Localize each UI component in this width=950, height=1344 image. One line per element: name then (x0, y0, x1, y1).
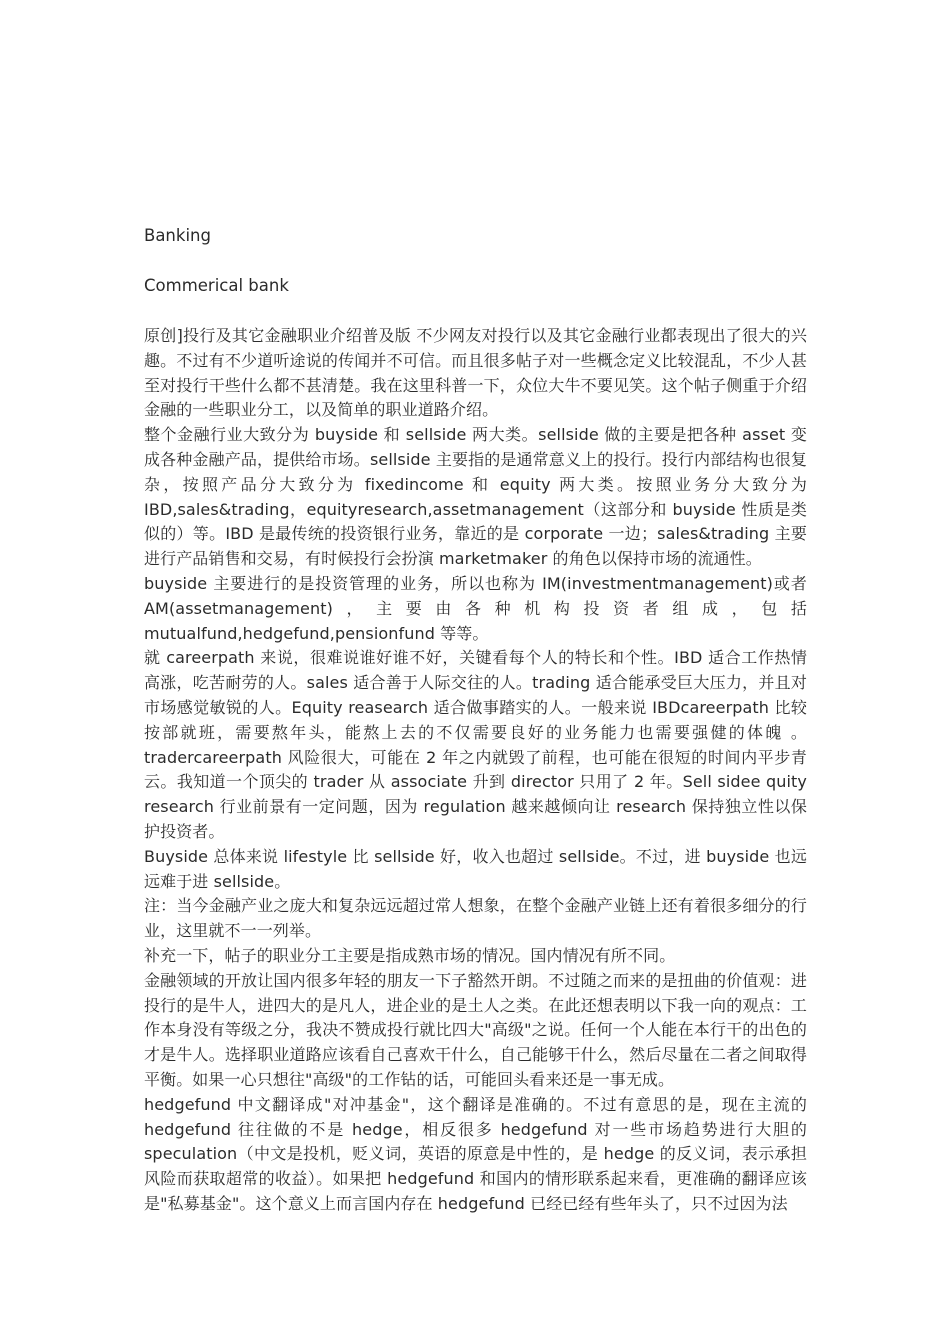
paragraph-hedgefund: hedgefund 中文翻译成"对冲基金"，这个翻译是准确的。不过有意思的是，现在主流的 hedgefund 往往做的不是 hedge，相反很多 hedgefund 对一些市场趋势进行大胆的 speculation（中文是投机，贬义词，英语的原意是中性的，是 hedge 的反义词，表示承担风险而获取超常的收益）。如果把 hedgefund 和国内的情形联系起来看，更准确的翻译应该是"私募基金"。这个意义上而言国内存在 hedgefund 已经已经有些年头了，只不过因为法 (144, 1094, 807, 1213)
paragraph-buyside-sellside: 整个金融行业大致分为 buyside 和 sellside 两大类。sellside 做的主要是把各种 asset 变成各种金融产品，提供给市场。sellside 主要指的是通常意义上的投行。投行内部结构也很复杂，按照产品分大致分为 fixedincome 和 equity 两大类。按照业务分大致分为 IBD,sales&trading，equityresearch,assetmanagement（这部分和 buyside 性质是类似的）等。IBD 是最传统的投资银行业务，靠近的是 corporate 一边；sales&trading 主要进行产品销售和交易，有时候投行会扮演 marketmaker 的角色以保持市场的流通性。 (144, 425, 807, 569)
paragraph-buyside: buyside 主要进行的是投资管理的业务，所以也称为 IM(investmentmanagement)或者 AM(assetmanagement)，主要由各种机构投资者组成，包括 mutualfund,hedgefund,pensionfund 等等。 (144, 573, 807, 643)
paragraph-buyside-lifestyle: Buyside 总体来说 lifestyle 比 sellside 好，收入也超过 sellside。不过，进 buyside 也远远难于进 sellside。 (144, 846, 807, 891)
paragraph-careerpath: 就 careerpath 来说，很难说谁好谁不好，关键看每个人的特长和个性。IBD 适合工作热情高涨，吃苦耐劳的人。sales 适合善于人际交往的人。trading 适合能承受巨大压力，并且对市场感觉敏锐的人。Equity reasearch 适合做事踏实的人。一般来说 IBDcareerpath 比较按部就班，需要熬年头，能熬上去的不仅需要良好的业务能力也需要强健的体魄 。tradercareerpath 风险很大，可能在 2 年之内就毁了前程，也可能在很短的时间内平步青云。我知道一个顶尖的 trader 从 associate 升到 director 只用了 2 年。Sell sidee quity research 行业前景有一定问题，因为 regulation 越来越倾向让 research 保持独立性以保护投资者。 (144, 648, 807, 841)
paragraph-intro: 原创]投行及其它金融职业介绍普及版 不少网友对投行以及其它金融行业都表现出了很大的兴趣。不过有不少道听途说的传闻并不可信。而且很多帖子对一些概念定义比较混乱，不少人甚至对投行干些什么都不甚清楚。我在这里科普一下，众位大牛不要见笑。这个帖子侧重于介绍金融的一些职业分工，以及简单的职业道路介绍。 (144, 326, 807, 420)
heading-commercial-bank: Commerical bank (144, 276, 289, 295)
paragraph-supplement: 补充一下，帖子的职业分工主要是指成熟市场的情况。国内情况有所不同。 (144, 945, 676, 965)
document-body (144, 224, 807, 1217)
heading-banking: Banking (144, 226, 211, 245)
paragraph-values: 金融领域的开放让国内很多年轻的朋友一下子豁然开朗。不过随之而来的是扭曲的价值观：进投行的是牛人，进四大的是凡人，进企业的是土人之类。在此还想表明以下我一向的观点：工作本身没有等级之分，我决不赞成投行就比四大"高级"之说。任何一个人能在本行干的出色的才是牛人。选择职业道路应该看自己喜欢干什么，自己能够干什么，然后尽量在二者之间取得平衡。如果一心只想往"高级"的工作钻的话，可能回头看来还是一事无成。 (144, 970, 807, 1089)
paragraph-note: 注：当今金融产业之庞大和复杂远远超过常人想象，在整个金融产业链上还有着很多细分的行业，这里就不一一列举。 (144, 896, 807, 941)
